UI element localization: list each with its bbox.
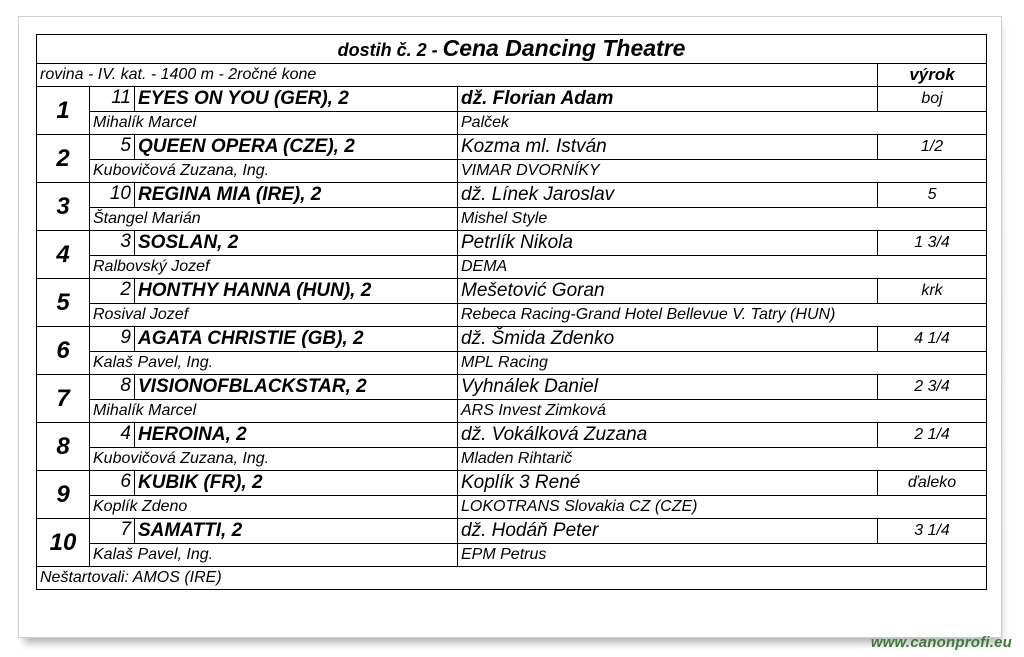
trainer-name: Mihalík Marcel [90,400,458,423]
finish-position: 10 [37,519,90,567]
table-row [37,112,987,135]
finish-position: 2 [37,135,90,183]
horse-name: REGINA MIA (IRE), 2 [135,183,458,208]
finish-position: 4 [37,231,90,279]
table-row [37,352,987,375]
verdict-margin: 1/2 [878,135,987,160]
finish-position: 5 [37,279,90,327]
owner-name: LOKOTRANS Slovakia CZ (CZE) [458,496,987,519]
horse-name: QUEEN OPERA (CZE), 2 [135,135,458,160]
verdict-margin: 1 3/4 [878,231,987,256]
owner-name: VIMAR DVORNÍKY [458,160,987,183]
jockey-name: dž. Vokálková Zuzana [458,423,878,448]
race-name: Cena Dancing Theatre [442,35,686,61]
trainer-name: Kalaš Pavel, Ing. [90,544,458,567]
jockey-name: dž. Hodáň Peter [458,519,878,544]
verdict-margin: krk [878,279,987,304]
race-title [37,35,987,64]
table-row [37,231,987,256]
owner-name: Mladen Rihtarič [458,448,987,471]
table-row [37,400,987,423]
horse-number: 9 [90,327,135,352]
race-conditions: rovina - IV. kat. - 1400 m - 2ročné kone [37,64,878,87]
table-row [37,208,987,231]
verdict-margin: 2 3/4 [878,375,987,400]
non-starters: Neštartovali: AMOS (IRE) [37,567,987,590]
race-title-prefix: dostih č. 2 - [337,40,438,60]
horse-number: 3 [90,231,135,256]
finish-position: 6 [37,327,90,375]
table-row [37,87,987,112]
jockey-name: dž. Florian Adam [458,87,878,112]
trainer-name: Koplík Zdeno [90,496,458,519]
jockey-name: Kozma ml. István [458,135,878,160]
table-row [37,471,987,496]
owner-name: MPL Racing [458,352,987,375]
horse-number: 6 [90,471,135,496]
table-row [37,544,987,567]
table-row [37,183,987,208]
finish-position: 1 [37,87,90,135]
owner-name: DEMA [458,256,987,279]
trainer-name: Kalaš Pavel, Ing. [90,352,458,375]
jockey-name: Petrlík Nikola [458,231,878,256]
verdict-margin: 4 1/4 [878,327,987,352]
owner-name: EPM Petrus [458,544,987,567]
horse-name: SAMATTI, 2 [135,519,458,544]
horse-name: AGATA CHRISTIE (GB), 2 [135,327,458,352]
verdict-header: výrok [878,64,987,87]
verdict-margin: 5 [878,183,987,208]
owner-name: ARS Invest Zimková [458,400,987,423]
table-row [37,160,987,183]
owner-name: Mishel Style [458,208,987,231]
jockey-name: Mešetović Goran [458,279,878,304]
watermark: www.canonprofi.eu [870,634,1012,651]
verdict-margin: 3 1/4 [878,519,987,544]
table-row [37,256,987,279]
table-row [37,327,987,352]
finish-position: 7 [37,375,90,423]
table-row [37,375,987,400]
trainer-name: Rosival Jozef [90,304,458,327]
table-row [37,496,987,519]
jockey-name: Koplík 3 René [458,471,878,496]
results-table [36,34,987,590]
horse-number: 7 [90,519,135,544]
horse-number: 5 [90,135,135,160]
horse-name: SOSLAN, 2 [135,231,458,256]
table-row [37,423,987,448]
table-row [37,304,987,327]
finish-position: 8 [37,423,90,471]
finish-position: 9 [37,471,90,519]
trainer-name: Kubovičová Zuzana, Ing. [90,448,458,471]
verdict-margin: ďaleko [878,471,987,496]
verdict-margin: boj [878,87,987,112]
table-row [37,448,987,471]
horse-name: KUBIK (FR), 2 [135,471,458,496]
horse-name: EYES ON YOU (GER), 2 [135,87,458,112]
owner-name: Rebeca Racing-Grand Hotel Bellevue V. Tatry (HUN) [458,304,987,327]
table-row [37,519,987,544]
horse-name: VISIONOFBLACKSTAR, 2 [135,375,458,400]
trainer-name: Ralbovský Jozef [90,256,458,279]
jockey-name: dž. Línek Jaroslav [458,183,878,208]
horse-number: 2 [90,279,135,304]
horse-number: 10 [90,183,135,208]
verdict-margin: 2 1/4 [878,423,987,448]
horse-name: HONTHY HANNA (HUN), 2 [135,279,458,304]
results-card [18,16,1002,638]
table-row [37,135,987,160]
trainer-name: Mihalík Marcel [90,112,458,135]
horse-number: 11 [90,87,135,112]
jockey-name: Vyhnálek Daniel [458,375,878,400]
jockey-name: dž. Šmida Zdenko [458,327,878,352]
horse-number: 4 [90,423,135,448]
owner-name: Palček [458,112,987,135]
trainer-name: Štangel Marián [90,208,458,231]
table-row [37,279,987,304]
horse-name: HEROINA, 2 [135,423,458,448]
trainer-name: Kubovičová Zuzana, Ing. [90,160,458,183]
horse-number: 8 [90,375,135,400]
finish-position: 3 [37,183,90,231]
